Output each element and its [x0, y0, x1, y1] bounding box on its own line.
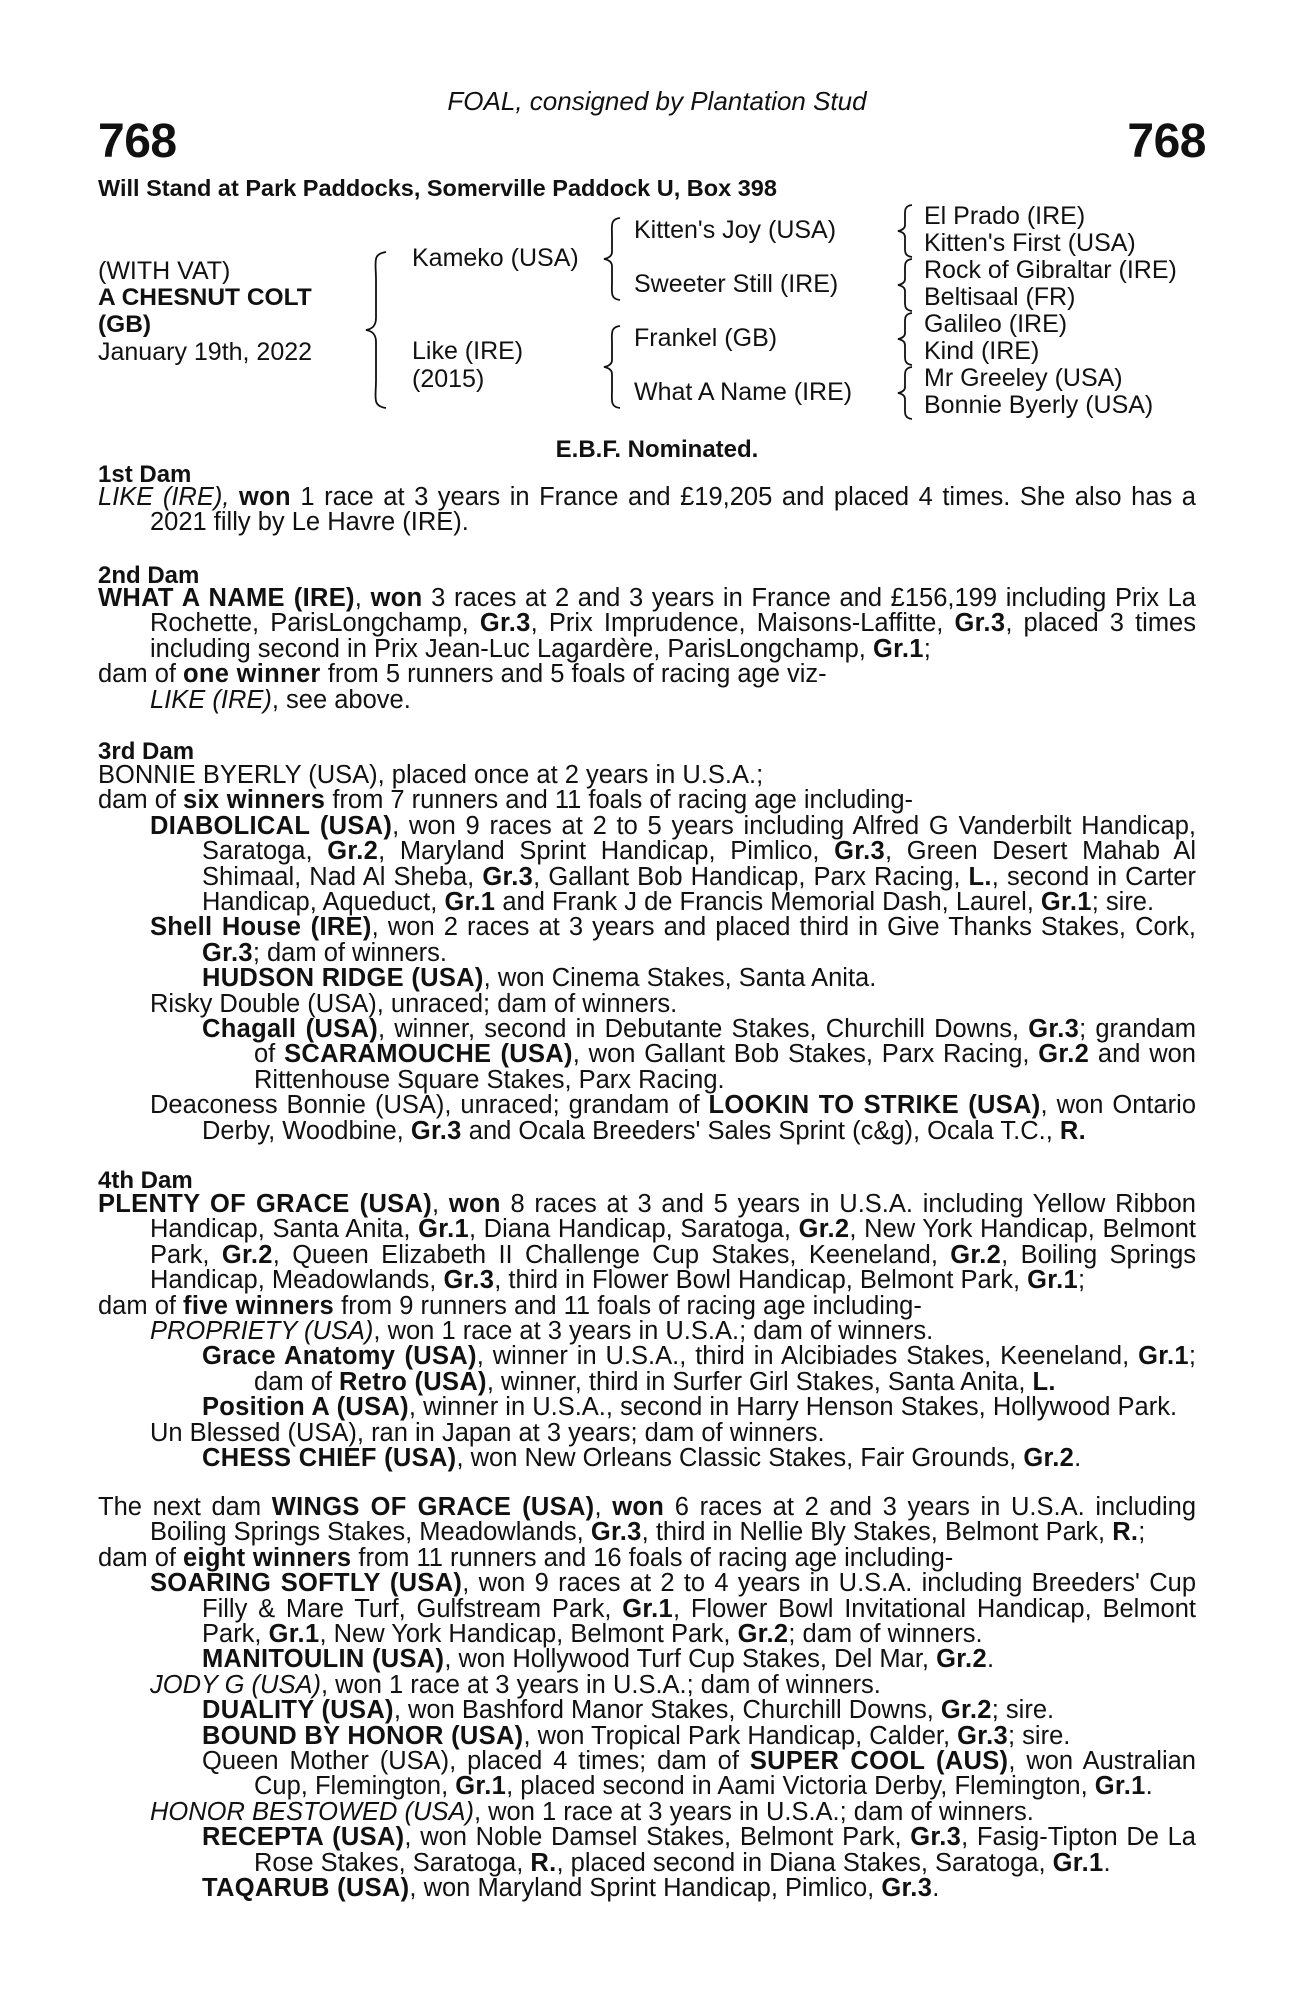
third-dam-text [98, 763, 1196, 1144]
lot-number-left: 768 [98, 115, 177, 168]
ddd: Bonnie Byerly (USA) [924, 391, 1154, 419]
progeny-chagall [202, 1017, 1196, 1093]
bold-text: won [448, 1190, 501, 1218]
record-text: and Ocala Breeders' Sales Sprint (c&g), Ocala T.C., [461, 1116, 1060, 1145]
progeny-deaconess-bonnie [150, 1093, 1196, 1144]
bold-text: Gr.2 [950, 1240, 1002, 1269]
record-text: ; sire. [991, 1696, 1055, 1725]
progeny-name: HUDSON RIDGE (USA) [202, 964, 484, 993]
bold-text: R. [1112, 1518, 1139, 1547]
progeny-name: LIKE (IRE) [150, 685, 272, 714]
sire-dam-brace [364, 250, 390, 410]
dam-of: dam of [98, 786, 184, 815]
bold-text: SCARAMOUCHE (USA) [284, 1040, 573, 1069]
sire-dam: Sweeter Still (IRE) [634, 270, 839, 298]
italic-name: HONOR BESTOWED (USA) [150, 1797, 474, 1826]
dss: Galileo (IRE) [924, 310, 1068, 338]
heading-2nd-dam: 2nd Dam [98, 562, 200, 589]
progeny-duality [202, 1698, 1196, 1723]
second-dam-name: WHAT A NAME (IRE) [98, 584, 355, 612]
record-text: , won 9 races at 2 to 5 years including Alfred G Vanderbilt Handicap, Saratoga, [202, 811, 1196, 866]
record-text: . [1074, 1444, 1082, 1473]
progeny-grace-anatomy [202, 1344, 1196, 1395]
bold-text: Gr.3 [910, 1823, 962, 1852]
record-text: , won New Orleans Classic Stakes, Fair Grounds, [456, 1444, 1024, 1473]
italic-name: PROPRIETY (USA) [150, 1317, 374, 1346]
record-text: , won Hollywood Turf Cup Stakes, Del Mar, [444, 1645, 937, 1674]
bold-text: SUPER COOL (AUS) [749, 1747, 1009, 1776]
record-text: , winner in U.S.A., third in Alcibiades Stakes, Keeneland, [476, 1342, 1139, 1371]
progeny-diabolical [150, 811, 1196, 917]
bold-text: Gr.2 [327, 837, 379, 866]
bold-text: five winners [183, 1291, 335, 1320]
record-text: and Frank J de Francis Memorial Dash, Laurel, [495, 888, 1041, 917]
record-text: . [986, 1645, 995, 1674]
progeny-taqarub [202, 1876, 1196, 1901]
record-text: ; [1077, 1266, 1086, 1295]
dds: Mr Greeley (USA) [924, 364, 1123, 392]
bold-text: eight winners [183, 1543, 352, 1572]
record-text: , Boiling Springs Handicap, Meadowlands, [150, 1240, 1197, 1295]
first-dam-text [98, 485, 1196, 536]
record-text: , Prix Imprudence, Maisons-Laffitte, [530, 609, 955, 638]
bold-text: Gr.1 [418, 1215, 469, 1244]
bold-text: Gr.1 [268, 1620, 320, 1649]
bold-text: Gr.3 [957, 1721, 1008, 1750]
record-text: ; dam of winners. [788, 1620, 983, 1649]
bold-text: MANITOULIN (USA) [202, 1645, 445, 1674]
dam-of: dam of [98, 660, 184, 689]
first-dam-record: 1 race at 3 years in France and £19,205 and placed 4 times. She also has a 2021 filly by Le Havre (IRE). [150, 483, 1196, 537]
record-text: . [1103, 1848, 1111, 1877]
sd-brace [896, 257, 916, 313]
bold-text: Gr.1 [444, 888, 496, 917]
bold-text: Gr.1 [1094, 1772, 1146, 1801]
foal-name: A CHESNUT COLT [98, 284, 312, 311]
record-text: , won Australian Cup, Flemington, [254, 1747, 1196, 1801]
progeny-position-a [202, 1395, 1196, 1420]
progeny-chess-chief [202, 1446, 1196, 1471]
heading-1st-dam: 1st Dam [98, 461, 192, 488]
record-text: ; dam of [254, 1342, 1196, 1396]
bold-text: RECEPTA (USA) [202, 1823, 405, 1852]
dam-year: (2015) [412, 365, 485, 393]
grade: Gr.1 [872, 634, 924, 663]
record-text: , won Ontario Derby, Woodbine, [202, 1091, 1197, 1145]
bold-text: Gr.1 [1027, 1266, 1078, 1295]
record-text: , see above. [271, 685, 411, 714]
heading-4th-dam: 4th Dam [98, 1167, 193, 1194]
sire-name: Kameko (USA) [412, 244, 579, 272]
progeny-name: Chagall (USA) [202, 1015, 378, 1044]
record-text: , won Maryland Sprint Handicap, Pimlico, [409, 1874, 882, 1903]
record-text: from 11 runners and 16 foals of racing age including- [351, 1543, 954, 1572]
record-text: . [1145, 1772, 1153, 1801]
bold-text: Gr.3 [410, 1116, 462, 1145]
record-text: , Gallant Bob Handicap, Parx Racing, [533, 862, 969, 891]
record-text: , won 1 race at 3 years in U.S.A.; dam of winners. [473, 1797, 1034, 1826]
record-text: 6 races at 2 and 3 years in U.S.A. including Boiling Springs Stakes, Meadowlands, [150, 1493, 1196, 1547]
record-text: , Diana Handicap, Saratoga, [468, 1215, 799, 1244]
record-text: , third in Nellie Bly Stakes, Belmont Park, [641, 1518, 1113, 1547]
record-text: , Queen Elizabeth II Challenge Cup Stakes, Keeneland, [272, 1240, 951, 1269]
page-title: FOAL, consigned by Plantation Stud [447, 86, 867, 116]
record-text: ; [923, 634, 931, 663]
ds-brace [896, 311, 916, 367]
bold-text: Position A (USA) [202, 1393, 409, 1422]
bold-text: Grace Anatomy (USA) [202, 1342, 477, 1371]
record-text: ; [1138, 1518, 1146, 1547]
dam-dam: What A Name (IRE) [634, 378, 853, 406]
winners-count: six winners [183, 786, 326, 815]
sss: El Prado (IRE) [924, 202, 1086, 230]
lot-number-right: 768 [1127, 115, 1206, 168]
heading-3rd-dam: 3rd Dam [98, 738, 195, 765]
bold-text: Gr.3 [834, 837, 885, 866]
bold-text: SOARING SOFTLY (USA) [150, 1569, 463, 1598]
dsd: Kind (IRE) [924, 337, 1040, 365]
record-text: , second in Carter Handicap, Aqueduct, [202, 862, 1196, 917]
fourth-dam-text: PLENTY OF GRACE (USA), won 8 races at 3 and 5 years in U.S.A. including Yellow Ribbon Handicap, Santa Anita, Gr.1, Diana Handicap, Saratoga, Gr.2, New York Handicap, Belmont Park, Gr.2, Queen Elizabeth II Challenge Cup Stakes, Keeneland, Gr.2, Boiling Springs Handicap, Meadowlands, Gr.3, third in Flower Bowl Handicap, Belmont Park, Gr.1; dam of five winners from 9 runners and 11 foals of racing age including- PROPRIETY (USA), won 1 race at 3 years in U.S.A.; dam of winners. Grace Anatomy (USA), winner in U.S.A., third in Alcibiades Stakes, Keeneland, Gr.1; dam of Retro (USA), winner, third in Surfer Girl Stakes, Santa Anita, L. Position A (USA), winner in U.S.A., second in Harry Henson Stakes, Hollywood Park. Un Blessed (USA), ran in Japan at 3 years; dam of winners. CHESS CHIEF (USA), won New Orleans Classic Stakes, Fair Grounds, Gr.2. [98, 1190, 1197, 1473]
record-text: , won Bashford Manor Stakes, Churchill Downs, [393, 1696, 941, 1725]
record-text: , New York Handicap, Belmont Park, [150, 1215, 1196, 1269]
record-text: , winner, second in Debutante Stakes, Churchill Downs, [378, 1015, 1029, 1044]
ebf-nominated: E.B.F. Nominated. [555, 436, 759, 463]
progeny-jody-g [150, 1670, 1196, 1699]
stand-location: Will Stand at Park Paddocks, Somerville Paddock U, Box 398 [98, 175, 777, 201]
record-text: , won Tropical Park Handicap, Calder, [523, 1721, 958, 1750]
sdd: Beltisaal (FR) [924, 283, 1076, 311]
progeny-shell-house [150, 915, 1196, 966]
record-text: , placed second in Aami Victoria Derby, Flemington, [506, 1772, 1095, 1801]
won-label: won [238, 483, 291, 511]
bold-text: Gr.3 [482, 862, 534, 891]
bold-text: Gr.2 [1038, 1040, 1090, 1069]
bold-text: Gr.3 [590, 1518, 642, 1547]
dam-name: Like (IRE) [412, 337, 524, 365]
second-dam-text: WHAT A NAME (IRE), won 3 races at 2 and 3 years in France and £156,199 including Prix La Rochette, ParisLongchamp, Gr.3, Prix Imprudence, Maisons-Laffitte, Gr.3, placed 3 times including second in Prix Jean-Luc Lagardère, ParisLongchamp, Gr.1; dam of one winner from 5 runners and 5 foals of racing age viz- LIKE (IRE), see above. [98, 584, 1196, 714]
foal-vat: (WITH VAT) [98, 257, 231, 285]
third-dam-line: BONNIE BYERLY (USA), placed once at 2 years in U.S.A.; [98, 761, 764, 789]
bold-text: CHESS CHIEF (USA) [202, 1444, 457, 1473]
record-text: , won Cinema Stakes, Santa Anita. [483, 964, 877, 993]
record-text: from 7 runners and 11 foals of racing age including- [325, 786, 914, 815]
italic-name: JODY G (USA) [150, 1670, 321, 1699]
record-text: ; dam of winners. [252, 938, 447, 967]
bold-text: LOOKIN TO STRIKE (USA) [708, 1091, 1041, 1120]
bold-text: Gr.2 [737, 1620, 789, 1649]
record-text: , winner in U.S.A., second in Harry Henson Stakes, Hollywood Park. [408, 1393, 1178, 1422]
bold-text: Gr.1 [1138, 1342, 1189, 1371]
bold-text: Gr.2 [940, 1696, 992, 1725]
sds: Rock of Gibraltar (IRE) [924, 256, 1177, 284]
grade: Gr.3 [479, 609, 531, 638]
record-text: , won Gallant Bob Stakes, Parx Racing, [572, 1040, 1039, 1069]
fourth-dam-name: PLENTY OF GRACE (USA) [98, 1190, 432, 1218]
bold-text: Gr.1 [1052, 1848, 1104, 1877]
record-text: , won 2 races at 3 years and placed third in Give Thanks Stakes, Cork, [371, 913, 1196, 942]
progeny-name: Shell House (IRE) [150, 913, 372, 942]
next-dam-name: WINGS OF GRACE (USA) [271, 1493, 595, 1521]
ss-brace [896, 203, 916, 259]
ssd: Kitten's First (USA) [924, 229, 1136, 257]
record-text: , won Noble Damsel Stakes, Belmont Park, [404, 1823, 911, 1852]
progeny-honor-bestowed [150, 1797, 1196, 1826]
record-text: , Maryland Sprint Handicap, Pimlico, [378, 837, 835, 866]
bold-text: Gr.2 [1023, 1444, 1075, 1473]
bold-text: won [612, 1493, 665, 1521]
bold-text: DUALITY (USA) [202, 1696, 394, 1725]
bold-text: Gr.3 [881, 1874, 933, 1903]
bold-text: Gr.3 [202, 938, 253, 967]
progeny-un-blessed: Un Blessed (USA), ran in Japan at 3 years; dam of winners. [150, 1418, 825, 1447]
bold-text: Gr.1 [455, 1772, 507, 1801]
record-text: , winner, third in Surfer Girl Stakes, Santa Anita, [486, 1367, 1033, 1396]
progeny-propriety [150, 1319, 1196, 1344]
record-text: , placed second in Diana Stakes, Saratoga, [556, 1848, 1053, 1877]
record-text: ; sire. [1091, 888, 1155, 917]
progeny-hudson-ridge [202, 966, 1196, 991]
record-text: 8 races at 3 and 5 years in U.S.A. including Yellow Ribbon Handicap, Santa Anita, [150, 1190, 1196, 1244]
bold-text: TAQARUB (USA) [202, 1874, 410, 1903]
record-text: ; grandam of [254, 1015, 1196, 1069]
progeny-name: DIABOLICAL (USA) [150, 811, 393, 840]
winners-count: one winner [183, 660, 321, 689]
bold-text: L. [968, 862, 992, 891]
grade: Gr.3 [954, 609, 1006, 638]
record-text: dam of [98, 1291, 184, 1320]
dam-sire: Frankel (GB) [634, 324, 778, 352]
record-text: and won Rittenhouse Square Stakes, Parx Racing. [254, 1040, 1196, 1094]
record-text: . [932, 1874, 940, 1903]
progeny-bound-by-honor [202, 1721, 1196, 1750]
foal-name-country: (GB) [98, 311, 152, 338]
bold-text: Retro (USA) [339, 1367, 487, 1396]
dam-brace [602, 324, 624, 410]
sire-sire: Kitten's Joy (USA) [634, 216, 837, 244]
record-text: , won 1 race at 3 years in U.S.A.; dam of winners. [373, 1317, 934, 1346]
progeny-queen-mother [202, 1749, 1196, 1800]
won-label: won [370, 584, 423, 612]
record-text: , New York Handicap, Belmont Park, [319, 1620, 738, 1649]
record-text: from 5 runners and 5 foals of racing age viz- [320, 660, 827, 689]
sire-brace [602, 216, 624, 302]
record-text: , Fasig-Tipton De La Rose Stakes, Saratoga, [254, 1823, 1196, 1877]
bold-text: Gr.2 [936, 1645, 987, 1674]
bold-text: Gr.1 [622, 1594, 674, 1623]
bold-text: BOUND BY HONOR (USA) [202, 1721, 524, 1750]
record-text: ; sire. [1008, 1721, 1071, 1750]
record-text: The next dam [98, 1493, 272, 1521]
record-text: , third in Flower Bowl Handicap, Belmont Park, [494, 1266, 1028, 1295]
bold-text: L. [1032, 1367, 1056, 1396]
record-text: , Green Desert Mahab Al Shimaal, Nad Al Sheba, [202, 837, 1196, 891]
record-text: , placed 3 times including second in Prix Jean-Luc Lagardère, ParisLongchamp, [150, 609, 1196, 663]
bold-text: Gr.2 [221, 1240, 273, 1269]
bold-text: Gr.1 [1040, 888, 1092, 917]
record-text: 3 races at 2 and 3 years in France and £156,199 including Prix La Rochette, ParisLongchamp, [150, 584, 1196, 638]
bold-text: Gr.3 [443, 1266, 495, 1295]
bold-text: R. [1059, 1116, 1087, 1145]
progeny-manitoulin [202, 1647, 1196, 1672]
progeny-recepta [202, 1825, 1196, 1876]
record-text: Queen Mother (USA), placed 4 times; dam of [202, 1747, 750, 1776]
foal-dob: January 19th, 2022 [98, 338, 313, 366]
bold-text: Gr.3 [1028, 1015, 1080, 1044]
progeny-soaring-softly [150, 1571, 1196, 1647]
progeny-risky-double: Risky Double (USA), unraced; dam of winners. [150, 989, 678, 1018]
first-dam-name: LIKE (IRE), [98, 483, 230, 511]
record-text: from 9 runners and 11 foals of racing age including- [334, 1291, 922, 1320]
record-text: Deaconess Bonnie (USA), unraced; grandam of [150, 1091, 709, 1120]
next-dam-text: The next dam WINGS OF GRACE (USA), won 6 races at 2 and 3 years in U.S.A. including Boiling Springs Stakes, Meadowlands, Gr.3, third in Nellie Bly Stakes, Belmont Park, R.; dam of eight winners from 11 runners and 16 foals of racing age including- SOARING SOFTLY (USA), won 9 races at 2 to 4 years in U.S.A. including Breeders' Cup Filly & Mare Turf, Gulfstream Park, Gr.1, Flower Bowl Invitational Handicap, Belmont Park, Gr.1, New York Handicap, Belmont Park, Gr.2; dam of winners. MANITOULIN (USA), won Hollywood Turf Cup Stakes, Del Mar, Gr.2. JODY G (USA), won 1 race at 3 years in U.S.A.; dam of winners. DUALITY (USA), won Bashford Manor Stakes, Churchill Downs, Gr.2; sire. BOUND BY HONOR (USA), won Tropical Park Handicap, Calder, Gr.3; sire. Queen Mother (USA), placed 4 times; dam of SUPER COOL (AUS), won Australian Cup, Flemington, Gr.1, placed second in Aami Victoria Derby, Flemington, Gr.1. HONOR BESTOWED (USA), won 1 race at 3 years in U.S.A.; dam of winners. RECEPTA (USA), won Noble Damsel Stakes, Belmont Park, Gr.3, Fasig-Tipton De La Rose Stakes, Saratoga, R., placed second in Diana Stakes, Saratoga, Gr.1. TAQARUB (USA), won Maryland Sprint Handicap, Pimlico, Gr.3. [98, 1493, 1196, 1903]
record-text: dam of [98, 1543, 184, 1572]
bold-text: R. [530, 1848, 557, 1877]
record-text: , won 9 races at 2 to 4 years in U.S.A. including Breeders' Cup Filly & Mare Turf, Gulfstream Park, [202, 1569, 1196, 1623]
record-text: , won 1 race at 3 years in U.S.A.; dam of winners. [320, 1670, 881, 1699]
record-text: , Flower Bowl Invitational Handicap, Belmont Park, [202, 1594, 1196, 1649]
bold-text: Gr.2 [798, 1215, 850, 1244]
dd-brace [896, 365, 916, 421]
